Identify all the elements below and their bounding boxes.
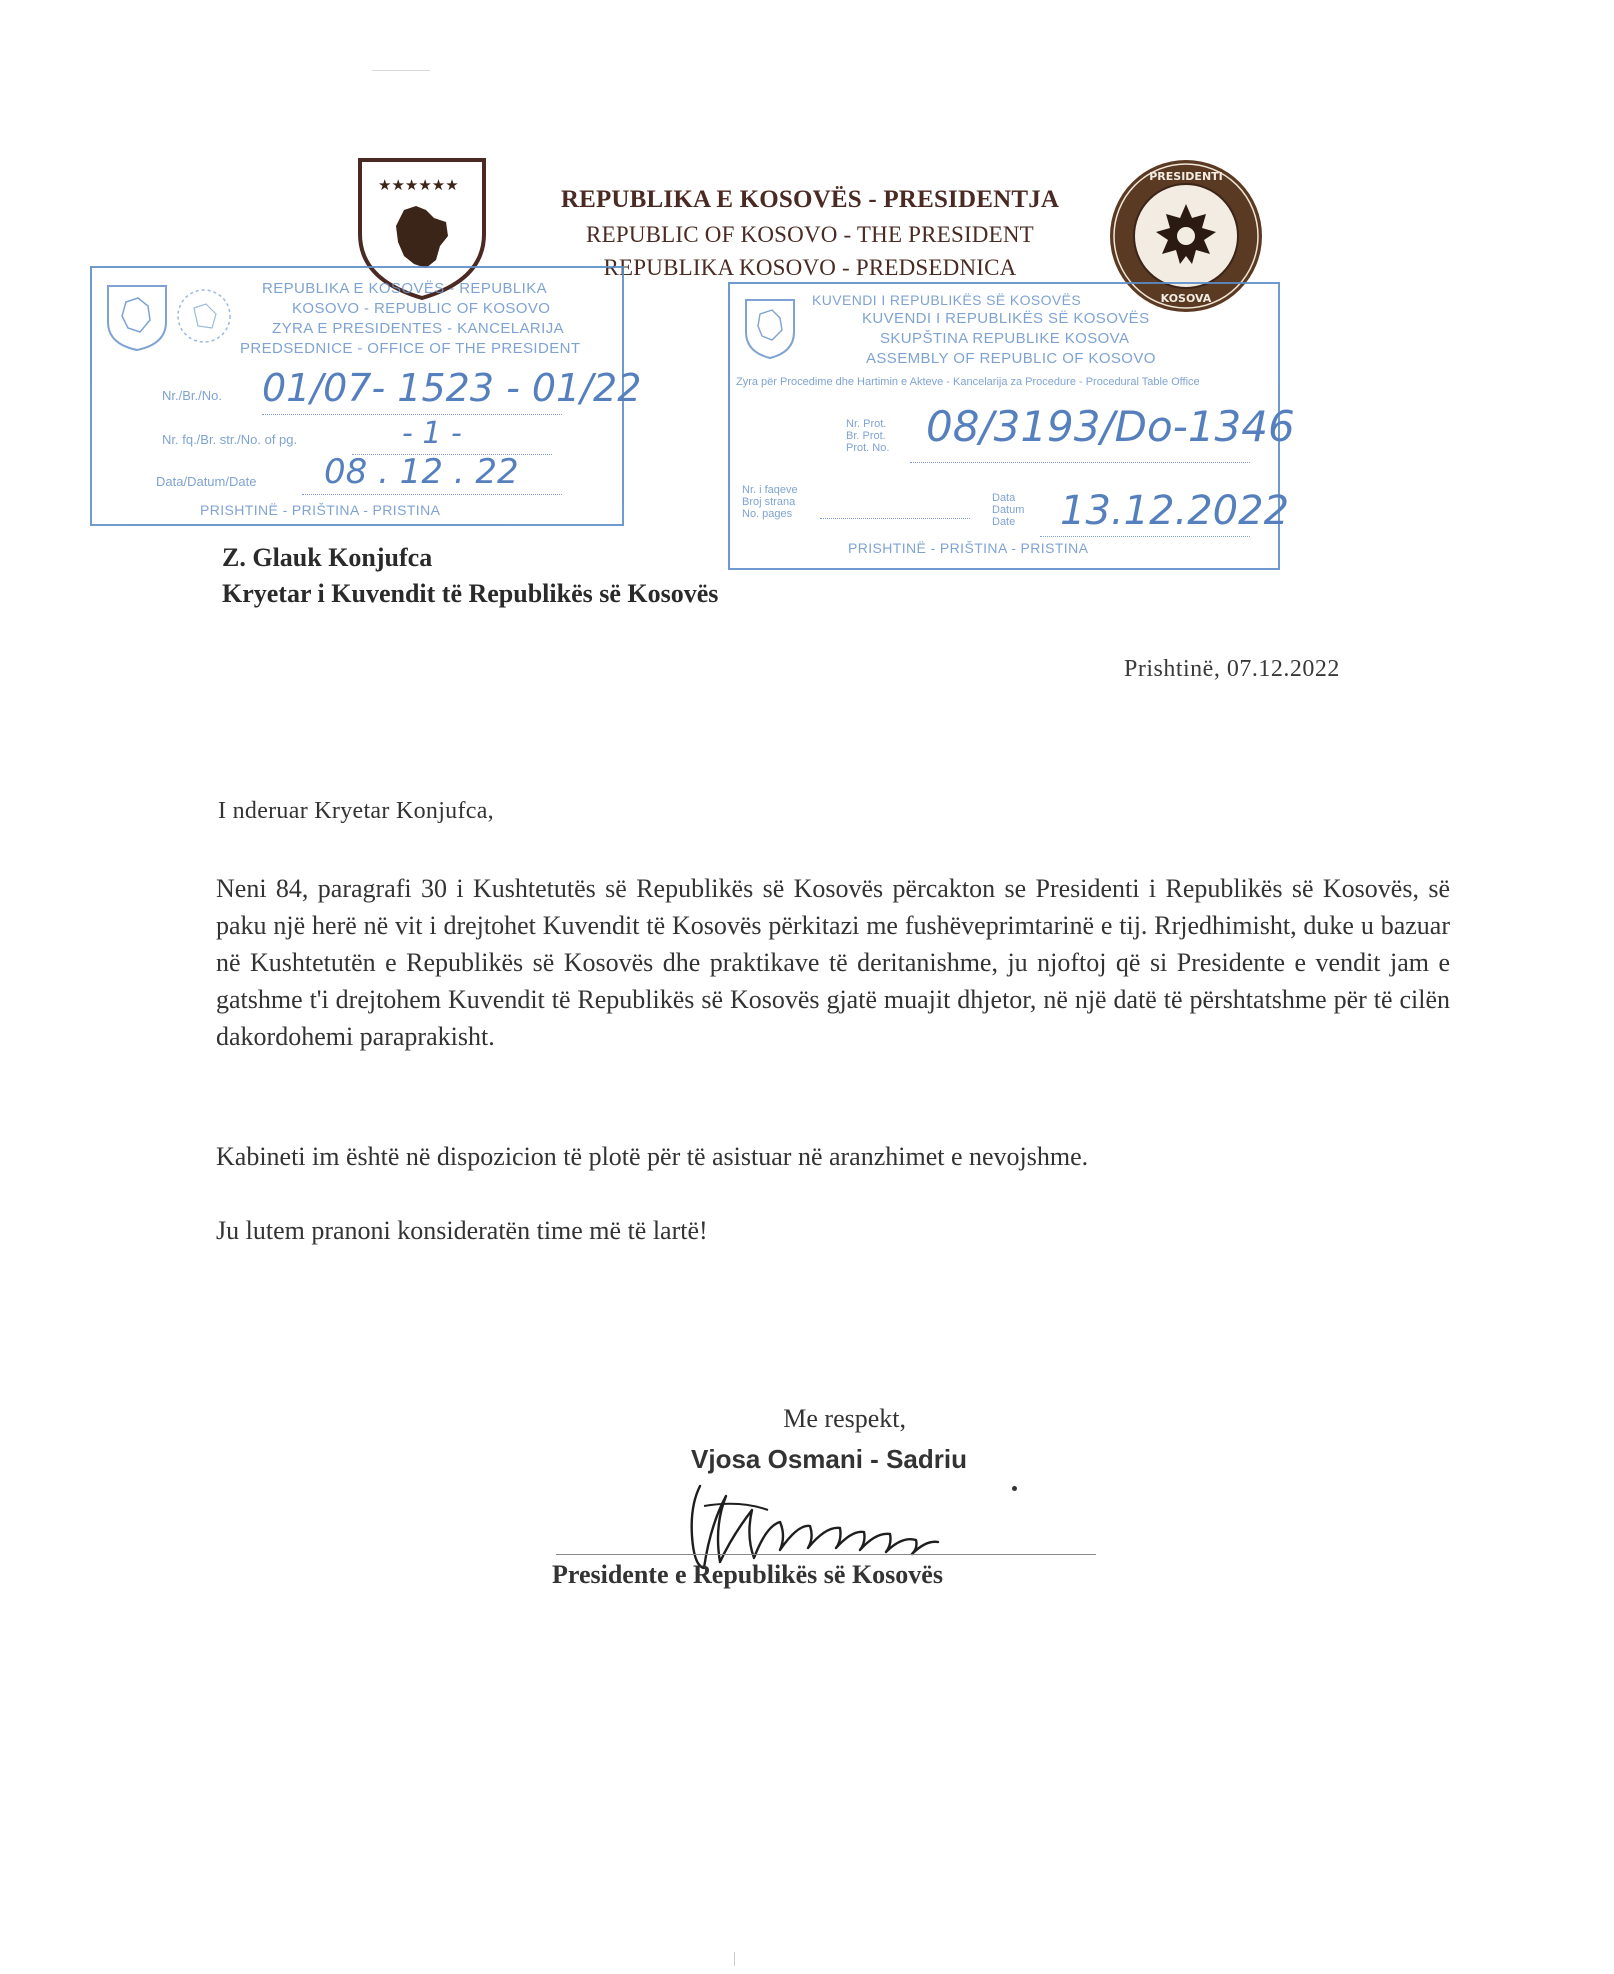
signature-dot xyxy=(1012,1486,1017,1491)
stamp-left-number: 01/07- 1523 - 01/22 xyxy=(262,366,642,410)
assembly-logo-icon xyxy=(742,296,798,367)
letterhead-line-serbian: REPUBLIKA KOSOVO - PREDSEDNICA xyxy=(603,255,1017,280)
letterhead-line-albanian: REPUBLIKA E KOSOVËS - PRESIDENTJA xyxy=(560,186,1060,213)
svg-text:PRESIDENTI: PRESIDENTI xyxy=(1149,170,1223,183)
scan-mark-bottom xyxy=(734,1952,735,1966)
signatory-title: Presidente e Republikës së Kosovës xyxy=(552,1560,943,1589)
stamp-left-label-pages: Nr. fq./Br. str./No. of pg. xyxy=(162,432,298,447)
stamp-right-line5: Zyra për Procedime dhe Hartimin e Akteve - Kancelarija za Procedure - Procedural Table Office xyxy=(736,376,1200,388)
stamp-right-line2: KUVENDI I REPUBLIKËS SË KOSOVËS xyxy=(862,310,1150,327)
stamp-right-label-pages: Nr. i faqeve Broj strana No. pages xyxy=(742,484,798,520)
scan-mark xyxy=(372,70,430,71)
body-paragraph-1: Neni 84, paragrafi 30 i Kushtetutës së Republikës së Kosovës përcakton se Presidenti i Republikës së Kosovës, së paku një herë në vit i drejtohet Kuvendit të Kosovës përkitazi me fushëveprimtarinë e tij. Rrjedhimisht, duke u bazuar në Kushtetutën e Republikës së Kosovës dhe praktikave të deritanishme, ju njoftoj që si Presidente e vendit jam e gatshme t'i drejtohem Kuvendit të Republikës së Kosovës gjatë muajit dhjetor, në një datë të përshtatshme për të cilën dakordohemi paraprakisht. xyxy=(216,874,1450,1051)
stamp-left-line1: REPUBLIKA E KOSOVËS - REPUBLIKA xyxy=(262,280,547,297)
stamp-left-label-number: Nr./Br./No. xyxy=(162,388,222,403)
stamp-left-line3: ZYRA E PRESIDENTES - KANCELARIJA xyxy=(272,320,565,337)
letter-date: Prishtinë, 07.12.2022 xyxy=(1124,656,1340,682)
svg-text:★★★★★★: ★★★★★★ xyxy=(378,176,459,194)
recipient-block xyxy=(222,540,718,612)
stamp-left-date: 08 . 12 . 22 xyxy=(324,452,519,492)
signature-line xyxy=(556,1554,1096,1555)
stamp-left-pages: - 1 - xyxy=(402,416,462,451)
registration-stamp-office-of-president xyxy=(90,266,642,526)
body-paragraph-3: Ju lutem pranoni konsideratën time më të lartë! xyxy=(216,1216,708,1245)
recipient-title: Kryetar i Kuvendit të Republikës së Kosovës xyxy=(222,579,719,608)
signatory-name: Vjosa Osmani - Sadriu xyxy=(691,1444,967,1474)
closing-regards: Me respekt, xyxy=(783,1404,906,1433)
kosovo-map-logo-icon xyxy=(104,282,170,357)
body-paragraph-2: Kabineti im është në dispozicion të plotë për të asistuar në aranzhimet e nevojshme. xyxy=(216,1142,1089,1171)
stamp-right-line3: SKUPŠTINA REPUBLIKE KOSOVA xyxy=(880,330,1130,347)
registration-stamp-assembly xyxy=(728,282,1295,570)
salutation: I nderuar Kryetar Konjufca, xyxy=(218,798,494,824)
recipient-name: Z. Glauk Konjufca xyxy=(222,543,433,572)
stamp-right-location: PRISHTINË - PRIŠTINA - PRISTINA xyxy=(848,540,1089,556)
stamp-right-line1: KUVENDI I REPUBLIKËS SË KOSOVËS xyxy=(812,292,1082,308)
stamp-left-line2: KOSOVO - REPUBLIC OF KOSOVO xyxy=(292,300,551,317)
stamp-right-label-number: Nr. Prot. Br. Prot. Prot. No. xyxy=(846,418,890,454)
stamp-right-date: 13.12.2022 xyxy=(1060,488,1290,534)
stamp-left-location: PRISHTINË - PRIŠTINA - PRISTINA xyxy=(200,502,441,518)
stamp-left-line4: PREDSEDNICE - OFFICE OF THE PRESIDENT xyxy=(240,340,581,357)
stamp-left-label-date: Data/Datum/Date xyxy=(156,474,257,489)
stamp-right-number: 08/3193/Do-1346 xyxy=(926,402,1295,451)
letterhead-line-english: REPUBLIC OF KOSOVO - THE PRESIDENT xyxy=(586,222,1034,247)
stamp-right-label-date: Data Datum Date xyxy=(992,492,1025,528)
stamp-emblem-icon xyxy=(174,286,234,351)
stamp-right-line4: ASSEMBLY OF REPUBLIC OF KOSOVO xyxy=(866,350,1156,367)
svg-text:KOSOVA: KOSOVA xyxy=(1160,292,1212,305)
